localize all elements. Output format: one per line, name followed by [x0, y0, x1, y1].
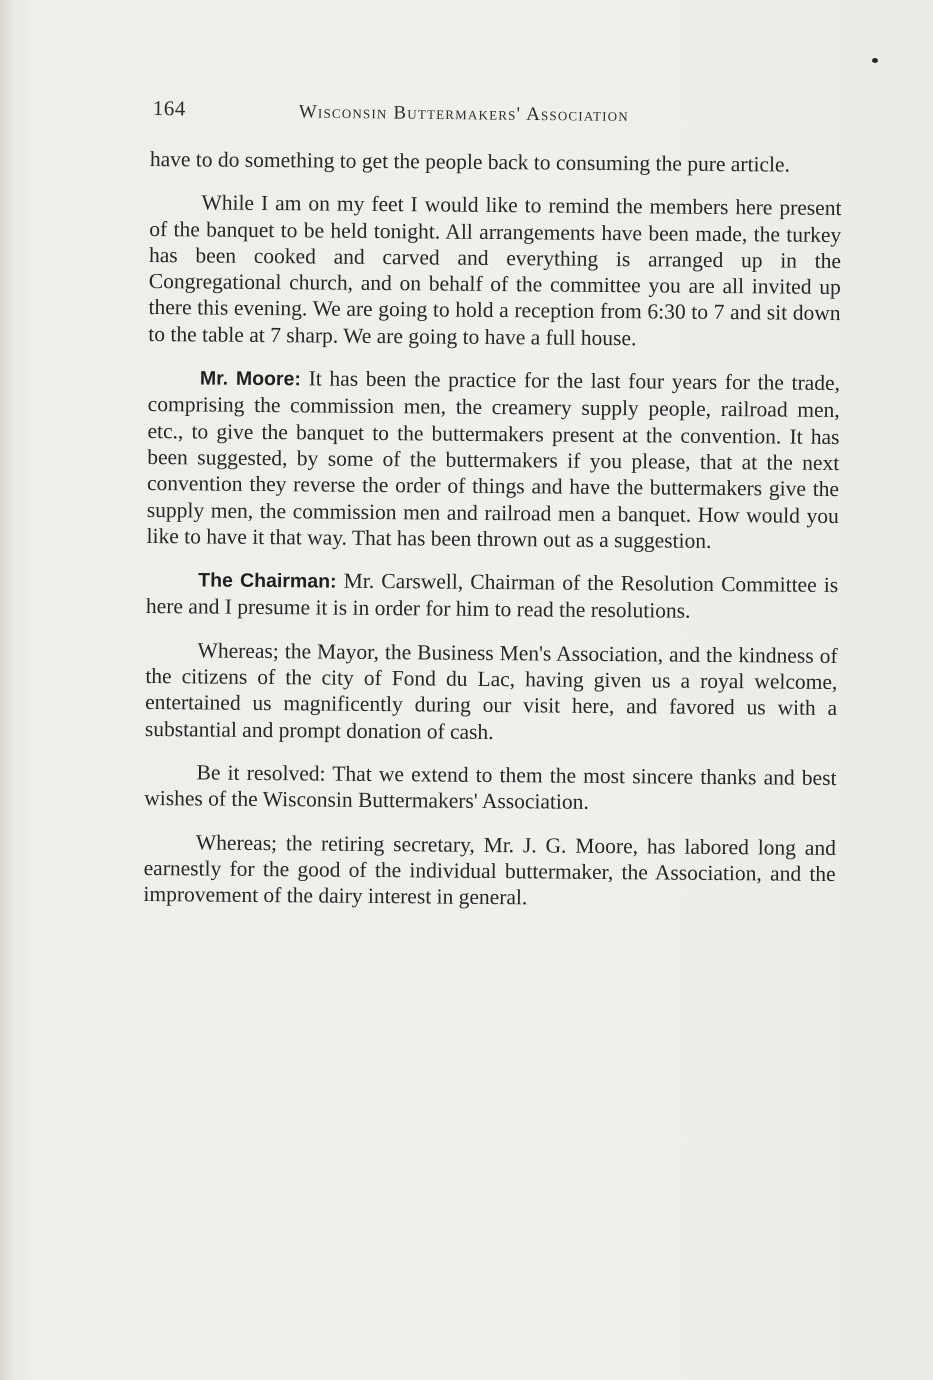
- paragraph-text: It has been the practice for the last four years for the trade, comprising the commission men, the creamery supply people, railroad men, etc., to give the banquet to the buttermakers present at the convention. It has been suggested, by some of the buttermakers if you please, that at the next convention they reverse the order of things and have the buttermakers give the supply men, the commission men and railroad men a banquet. How would you like to have it that way. That has been thrown out as a suggestion.: [146, 366, 841, 553]
- paragraph-chairman: [146, 566, 838, 626]
- speaker-name: Mr. Moore:: [199, 367, 302, 391]
- ink-speck: [872, 58, 878, 63]
- paragraph-whereas-mayor: [145, 637, 838, 748]
- body-text: [143, 146, 842, 930]
- paragraph-mr-moore: [146, 364, 840, 555]
- paragraph-text: Whereas; the Mayor, the Business Men's Association, and the kindness of the citizens of the city of Fond du Lac, having given us a royal welcome, entertained us magnificently during our visit here, and favored us with a substantial and prompt donation of cash.: [144, 638, 838, 744]
- paragraph-text: Whereas; the retiring secretary, Mr. J. G. Moore, has labored long and earnestly for the good of the individual buttermaker, the Association, and the improvement of the dairy interest in general.: [143, 829, 837, 910]
- spine-shadow: [0, 0, 14, 1380]
- page-number: 164: [152, 96, 186, 121]
- paragraph-continuation: [150, 146, 842, 178]
- speaker-name: The Chairman:: [198, 569, 337, 593]
- paragraph-text: have to do something to get the people back to consuming the pure article.: [149, 146, 791, 177]
- paragraph-text: While I am on my feet I would like to remind the members here present of the banquet to be held tonight. All arrangements have been made, the turkey has been cooked and carved and everything is arranged up in the Congregational church, and on behalf of the committee you are all invited up there this evening. We are going to hold a reception from 6:30 to 7 and sit down to the table at 7 sharp. We are going to have a full house.: [148, 190, 842, 351]
- paragraph-text: Be it resolved: That we extend to them the most sincere thanks and best wishes of the Wisconsin Buttermakers' Association.: [144, 760, 837, 815]
- paragraph-resolved: [144, 759, 836, 818]
- running-title: Wisconsin Buttermakers' Association: [298, 101, 629, 126]
- paragraph-text: Mr. Carswell, Chairman of the Resolution Committee is here and I presume it is in order for him to read the resolutions.: [145, 568, 839, 624]
- paragraph-banquet-reminder: [148, 189, 841, 353]
- paragraph-whereas-secretary: [143, 829, 836, 914]
- running-head: [153, 96, 713, 136]
